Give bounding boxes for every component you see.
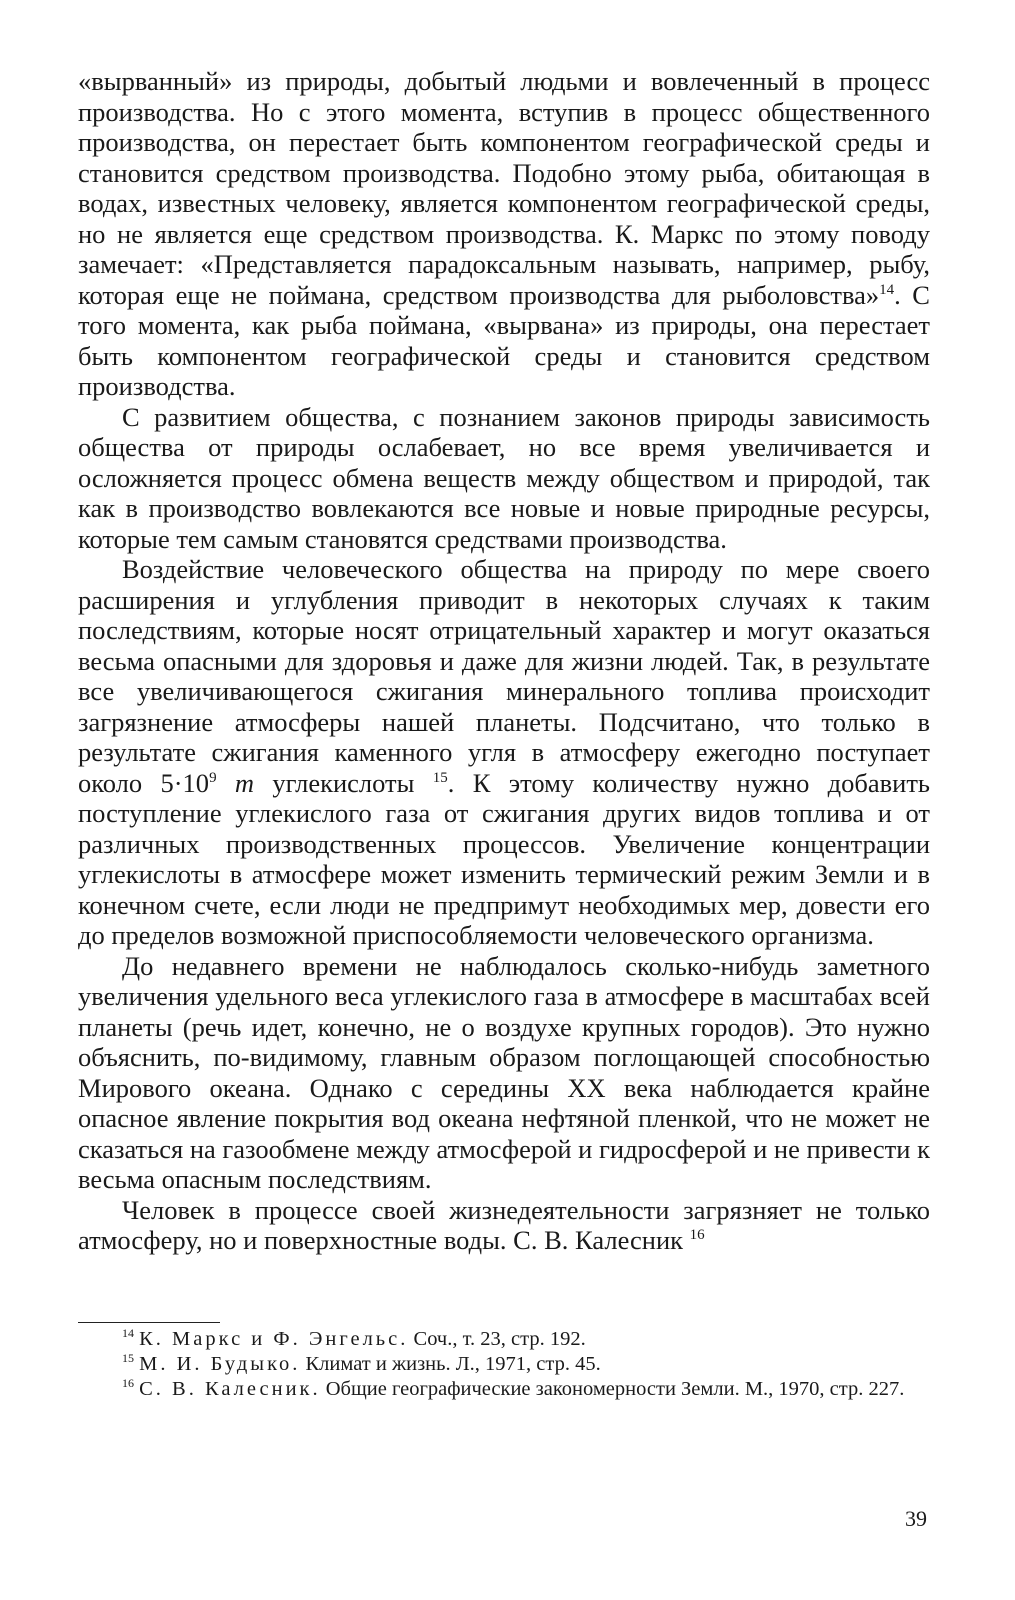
paragraph-5: Человек в процессе своей жизнедеятельности загрязняет не только атмосферу, но и поверхностные воды. С. В. Калесник $^{16}$	[78, 1194, 930, 1255]
footnote-15: $^{15}$ М. И. Будыко. Климат и жизнь. Л., 1971, стр. 45.	[122, 1351, 601, 1375]
unit-ton: т	[234, 767, 255, 798]
page-number: 39	[905, 1506, 927, 1531]
footnote-14: $^{14}$ К. Маркс и Ф. Энгельс. Соч., т. 23, стр. 192.	[122, 1326, 586, 1350]
paragraph-1: «вырванный» из природы, добытый людьми и вовлеченный в процесс производства. Но с этого момента, вступив в процесс общественного производства, он перестает быть компонентом географической среды и становится средством производства. Подобно этому рыба, обитающая в водах, известных человеку, является компонентом географической среды, но не является еще средством производства. К. Маркс по этому поводу замечает: «Представляется парадоксальным называть, например, рыбу, которая еще не поймана, средством производства для рыболовства»$^{14}$. С того момента, как рыба поймана, «вырвана» из природы, она перестает быть компонентом географической среды и становится средством производства.	[78, 66, 930, 401]
footnote-ref-15[interactable]: 15	[432, 769, 448, 786]
footnote-divider	[78, 1322, 220, 1323]
page-body	[78, 66, 930, 1256]
paragraph-2: С развитием общества, с познанием законов природы зависимость общества от природы ослабевает, но все время увеличивается и осложняется процесс обмена веществ между обществом и природой, так как в производство вовлекаются все новые и новые природные ресурсы, которые тем самым становятся средствами производства.	[78, 401, 930, 554]
footnote-ref-14[interactable]: 14	[879, 281, 895, 298]
paragraph-4: До недавнего времени не наблюдалось сколько-нибудь заметного увеличения удельного веса углекислого газа в атмосфере в масштабах всей планеты (речь идет, конечно, не о воздухе крупных городов). Это нужно объяснить, по-видимому, главным образом поглощающей способностью Мирового океана. Однако с середины XX века наблюдается крайне опасное явление покрытия вод океана нефтяной пленкой, что не может не сказаться на газообмене между атмосферой и гидросферой и не привести к весьма опасным последствиям.	[78, 950, 930, 1194]
footnote-ref-16[interactable]: 16	[689, 1227, 705, 1244]
paragraph-3: Воздействие человеческого общества на природу по мере своего расширения и углубления приводит в некоторых случаях к таким последствиям, которые носят отрицательный характер и могут оказаться весьма опасными для здоровья и даже для жизни людей. Так, в результате все увеличивающегося сжигания минерального топлива происходит загрязнение атмосферы нашей планеты. Подсчитано, что только в результате сжигания каменного угля в атмосферу ежегодно поступает около $5\cdot 10^9$ т углекислоты $^{15}$. К этому количеству нужно добавить поступление углекислого газа от сжигания других видов топлива и от различных производственных процессов. Увеличение концентрации углекислоты в атмосфере может изменить термический режим Земли и в конечном счете, если люди не предпримут необходимых мер, довести его до пределов возможной приспособляемости человеческого организма.	[78, 554, 931, 950]
exponent: 9	[209, 769, 217, 786]
footnotes	[78, 1322, 930, 1402]
footnote-16: $^{16}$ С. В. Калесник. Общие географические закономерности Земли. М., 1970, стр. 227.	[122, 1376, 905, 1400]
